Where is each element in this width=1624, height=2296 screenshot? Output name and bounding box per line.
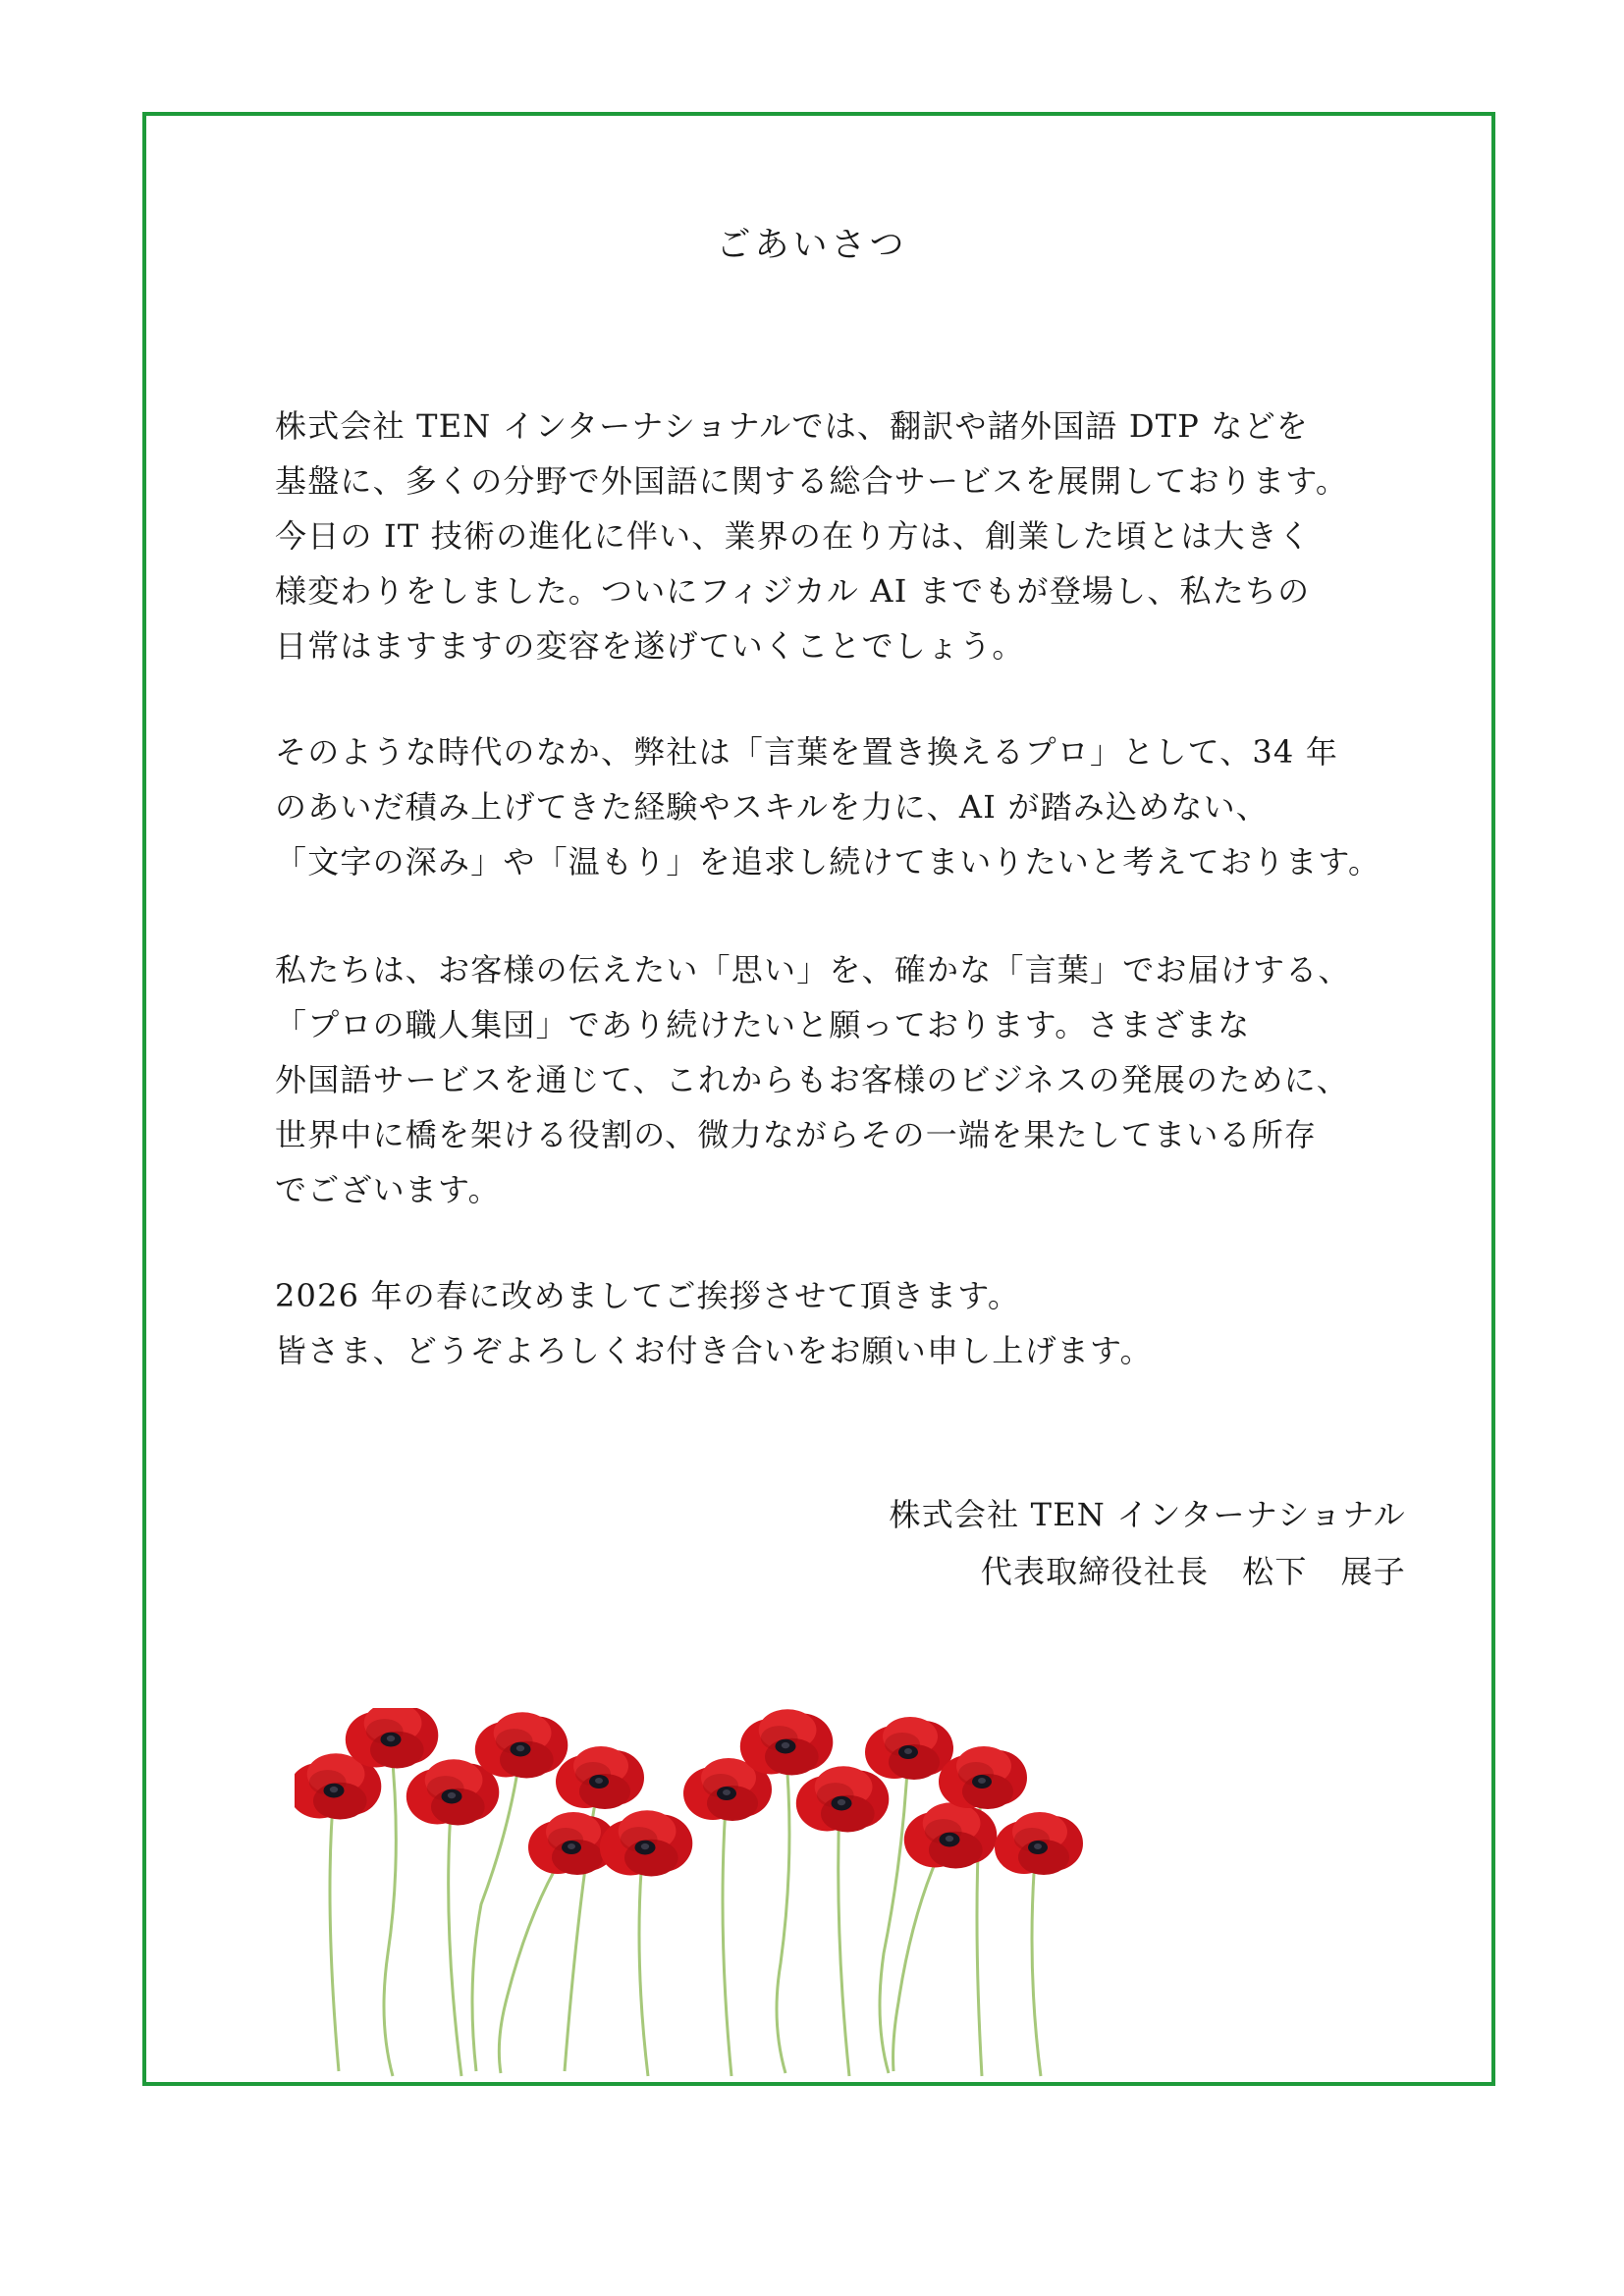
text-line: 「文字の深み」や「温もり」を追求し続けてまいりたいと考えております。: [275, 843, 1381, 881]
paragraph-4: [275, 1268, 1153, 1378]
text-line: 2026 年の春に改めましてご挨拶させて頂きます。: [275, 1277, 1021, 1314]
poppy-flower: [865, 1717, 953, 1780]
poppy-flower: [796, 1766, 890, 1832]
text-line: 世界中に橋を架ける役割の、微力ながらその一端を果たしてまいる所存: [275, 1116, 1318, 1153]
signature-role: 代表取締役社長: [980, 1553, 1210, 1590]
text-line: 基盤に、多くの分野で外国語に関する総合サービスを展開しております。: [275, 462, 1349, 500]
poppies-illustration: [295, 1708, 1375, 2081]
text-line: 様変わりをしました。ついにフィジカル AI までもが登場し、私たちの: [275, 572, 1311, 610]
poppy-flower: [995, 1812, 1083, 1875]
text-line: 日常はますますの変容を遂げていくことでしょう。: [275, 627, 1025, 665]
text-line: 今日の IT 技術の進化に伴い、業界の在り方は、創業した頃とは大きく: [275, 517, 1312, 555]
poppy-flower: [740, 1709, 834, 1775]
signature-given-name: 展子: [1340, 1553, 1406, 1590]
poppy-flower: [556, 1746, 644, 1809]
signature-name-line: [890, 1543, 1407, 1600]
signature-surname: 松下: [1242, 1553, 1308, 1590]
text-line: 私たちは、お客様の伝えたい「思い」を、確かな「言葉」でお届けする、: [275, 951, 1351, 988]
poppy-flower: [600, 1810, 693, 1876]
poppy-flower: [346, 1708, 439, 1769]
text-line: でございます。: [275, 1171, 501, 1208]
text-line: そのような時代のなか、弊社は「言葉を置き換えるプロ」として、34 年: [275, 733, 1339, 771]
text-line: 皆さま、どうぞよろしくお付き合いをお願い申し上げます。: [275, 1332, 1153, 1369]
document-title: ごあいさつ: [716, 226, 908, 265]
paragraph-2: [275, 724, 1380, 889]
paragraph-1: [275, 399, 1348, 673]
signature-company: 株式会社 TEN インターナショナル: [889, 1496, 1406, 1533]
signature-block: [890, 1486, 1407, 1600]
text-line: 外国語サービスを通じて、これからもお客様のビジネスの発展のために、: [275, 1061, 1350, 1098]
paragraph-3: [275, 942, 1351, 1217]
text-line: 「プロの職人集団」であり続けたいと願っております。さまざまな: [275, 1006, 1251, 1043]
poppy-flower: [904, 1802, 998, 1868]
text-line: のあいだ積み上げてきた経験やスキルを力に、AI が踏み込めない、: [275, 788, 1270, 826]
poppy-flower: [475, 1712, 568, 1778]
text-line: 株式会社 TEN インターナショナルでは、翻訳や諸外国語 DTP などを: [275, 407, 1309, 445]
